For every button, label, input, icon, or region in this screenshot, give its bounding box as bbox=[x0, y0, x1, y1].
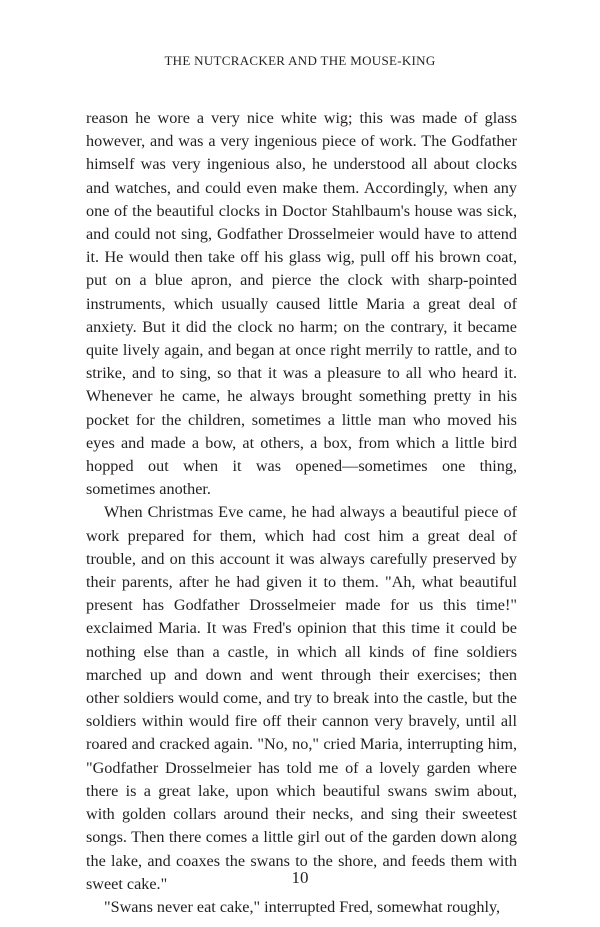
paragraph-christmas-eve: When Christmas Eve came, he had always a beautiful piece of work prepared for them, which had cost him a great deal of trouble, and on this account it was always carefully preserved by their parents, after he had given it to them. "Ah, what beautiful present has Godfather Drosselmeier made for us this time!" exclaimed Maria. It was Fred's opinion that this time it could be nothing else than a castle, in which all kinds of fine soldiers marched up and down and went through their exercises; then other soldiers would come, and try to break into the castle, but the soldiers within would fire off their cannon very bravely, until all roared and cracked again. "No, no," cried Maria, interrupting him, "Godfather Drosselmeier has told me of a lovely garden where there is a great lake, upon which beautiful swans swim about, with golden collars around their necks, and sing their sweetest songs. Then there comes a little girl out of the garden down along the lake, and coaxes the swans to the shore, and feeds them with sweet cake." bbox=[86, 503, 517, 893]
running-head: THE NUTCRACKER AND THE MOUSE-KING bbox=[164, 53, 436, 68]
body-text bbox=[86, 107, 517, 919]
page-number: 10 bbox=[291, 868, 309, 887]
paragraph-continuation: reason he wore a very nice white wig; this was made of glass however, and was a very ingenious piece of work. The Godfather himself was very ingenious also, he understood all about clocks and watches, and could even make them. Accordingly, when any one of the beautiful clocks in Doctor Stahlbaum's house was sick, and could not sing, Godfather Drosselmeier would have to attend it. He would then take off his glass wig, pull off his brown coat, put on a blue apron, and pierce the clock with sharp-pointed instruments, which usually caused little Maria a great deal of anxiety. But it did the clock no harm; on the contrary, it became quite lively again, and began at once right merrily to rattle, and to strike, and to sing, so that it was a pleasure to all who heard it. Whenever he came, he always brought something pretty in his pocket for the children, sometimes a little man who moved his eyes and made a bow, at others, a box, from which a little bird hopped out when it was opened—sometimes one thing, sometimes another. bbox=[86, 109, 517, 499]
paragraph-swans: "Swans never eat cake," interrupted Fred, somewhat roughly, bbox=[104, 897, 501, 916]
